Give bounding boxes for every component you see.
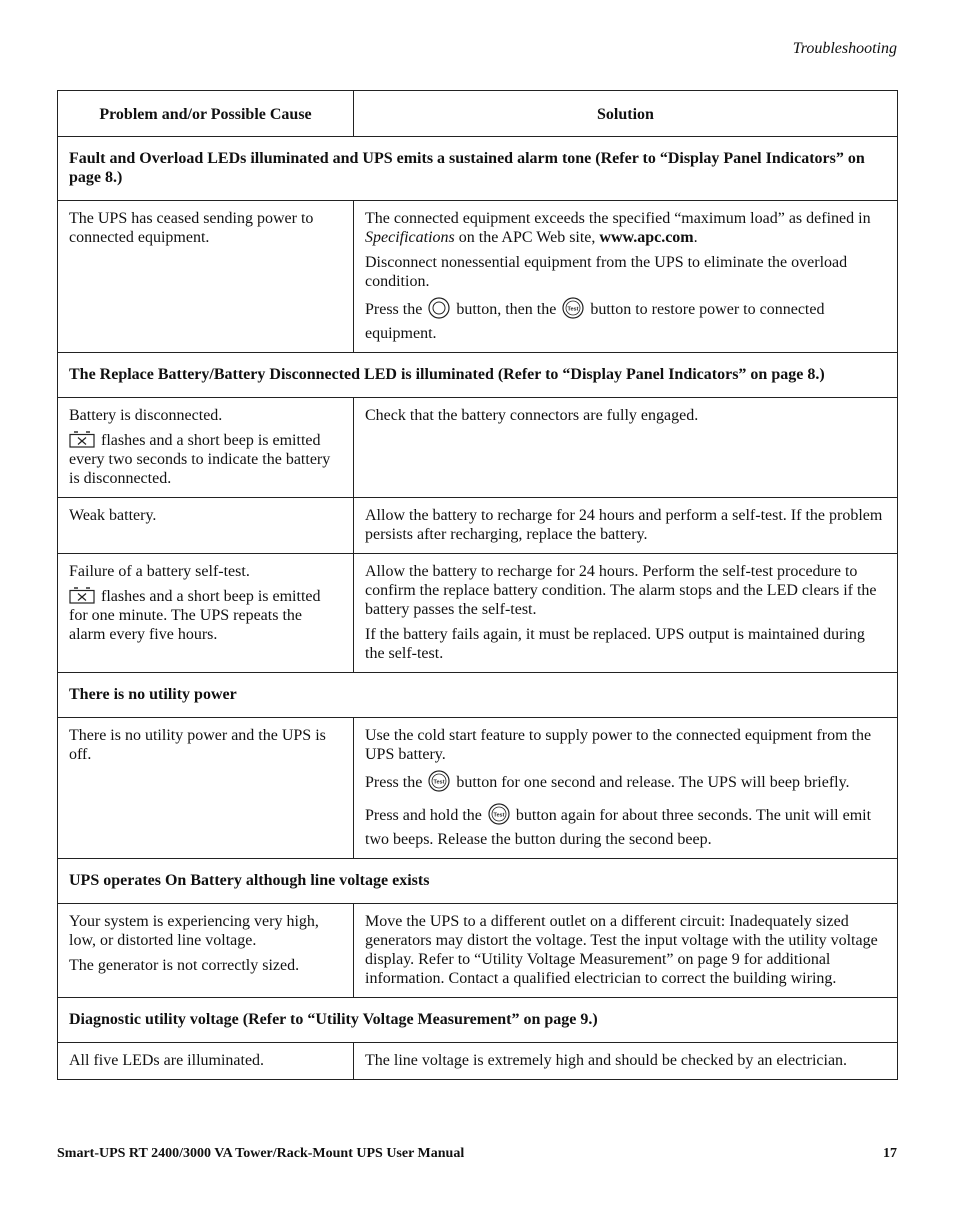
cause-cell (58, 904, 354, 998)
table-row (58, 498, 898, 554)
troubleshooting-table (57, 90, 898, 1080)
solution-text: Press the (365, 774, 427, 791)
section-row-diagnostic-voltage (58, 998, 898, 1043)
page-number: 17 (883, 1146, 897, 1161)
test-button-icon (428, 770, 450, 797)
solution-cell (354, 718, 898, 859)
solution-paragraph (365, 297, 886, 343)
solution-cell: Check that the battery connectors are fully engaged. (354, 398, 898, 498)
cause-paragraph: Battery is disconnected. (69, 407, 223, 424)
solution-paragraph: Disconnect nonessential equipment from the UPS to eliminate the overload condition. (365, 254, 848, 290)
solution-text: on the APC Web site, (454, 229, 600, 246)
cause-cell: All five LEDs are illuminated. (58, 1043, 354, 1080)
cause-cell: Weak battery. (58, 498, 354, 554)
cause-paragraph: The generator is not correctly sized. (69, 957, 300, 974)
page-footer (57, 1146, 897, 1162)
section-title-on-battery: UPS operates On Battery although line voltage exists (58, 859, 898, 904)
running-head: Troubleshooting (792, 40, 897, 57)
section-title-no-utility-power: There is no utility power (58, 673, 898, 718)
table-row (58, 904, 898, 998)
test-button-icon (488, 803, 510, 830)
svg-text:Test: Test (567, 306, 579, 313)
solution-paragraph (365, 209, 886, 247)
cause-paragraph (69, 587, 342, 644)
cause-cell: There is no utility power and the UPS is off. (58, 718, 354, 859)
solution-text: button again for about three seconds. The unit will emit two beeps. Release the button during the second beep. (365, 807, 872, 848)
solution-paragraph (365, 803, 886, 849)
off-button-icon (428, 297, 450, 324)
manual-title: Smart-UPS RT 2400/3000 VA Tower/Rack-Mount UPS User Manual (57, 1146, 465, 1161)
solution-text: The connected equipment exceeds the specified “maximum load” as defined in (365, 210, 871, 227)
replace-battery-icon (69, 431, 95, 448)
svg-text:Test: Test (433, 779, 445, 786)
header-solution: Solution (354, 91, 898, 137)
table-row (58, 718, 898, 859)
solution-text: button, then the (452, 301, 561, 318)
solution-paragraph (365, 770, 886, 797)
section-title-replace-battery: The Replace Battery/Battery Disconnected LED is illuminated (Refer to “Display Panel Indicators” on page 8.) (58, 353, 898, 398)
table-row (58, 398, 898, 498)
section-row-no-utility-power (58, 673, 898, 718)
solution-text: button to restore power to connected equipment. (365, 301, 825, 342)
cause-text: flashes and a short beep is emitted for one minute. The UPS repeats the alarm every five hours. (69, 588, 321, 643)
table-row (58, 554, 898, 673)
cause-paragraph (69, 431, 342, 488)
test-button-icon (562, 297, 584, 324)
solution-text: Press the (365, 301, 427, 318)
svg-text:Test: Test (493, 812, 505, 819)
solution-cell: The line voltage is extremely high and should be checked by an electrician. (354, 1043, 898, 1080)
header-cause: Problem and/or Possible Cause (58, 91, 354, 137)
cause-cell: The UPS has ceased sending power to connected equipment. (58, 201, 354, 353)
section-title-fault-overload: Fault and Overload LEDs illuminated and UPS emits a sustained alarm tone (Refer to “Display Panel Indicators” on page 8.) (58, 137, 898, 201)
solution-cell: Move the UPS to a different outlet on a different circuit: Inadequately sized generators may distort the voltage. Test the input voltage with the utility voltage display. Refer to “Utility Voltage Measurement” on page 9 for additional information. Contact a qualified electrician to correct the building wiring. (354, 904, 898, 998)
solution-cell: Allow the battery to recharge for 24 hours and perform a self-test. If the problem persists after recharging, replace the battery. (354, 498, 898, 554)
replace-battery-icon (69, 587, 95, 604)
solution-paragraph: Allow the battery to recharge for 24 hours. Perform the self-test procedure to confirm the replace battery condition. The alarm stops and the LED clears if the battery passes the self-test. (365, 563, 877, 618)
cause-cell (58, 554, 354, 673)
section-row-on-battery (58, 859, 898, 904)
section-row-fault-overload (58, 137, 898, 201)
cause-paragraph: Your system is experiencing very high, low, or distorted line voltage. (69, 913, 319, 949)
solution-text: button for one second and release. The UPS will beep briefly. (452, 774, 850, 791)
cause-paragraph: Failure of a battery self-test. (69, 563, 250, 580)
solution-paragraph: If the battery fails again, it must be replaced. UPS output is maintained during the self-test. (365, 626, 865, 662)
specifications-emphasis: Specifications (365, 229, 455, 246)
solution-paragraph: Use the cold start feature to supply power to the connected equipment from the UPS battery. (365, 727, 872, 763)
table-row (58, 201, 898, 353)
section-row-replace-battery (58, 353, 898, 398)
solution-cell (354, 554, 898, 673)
section-title-diagnostic-voltage: Diagnostic utility voltage (Refer to “Utility Voltage Measurement” on page 9.) (58, 998, 898, 1043)
table-header-row (58, 91, 898, 137)
solution-cell (354, 201, 898, 353)
table-row (58, 1043, 898, 1080)
solution-text: . (693, 229, 698, 246)
cause-text: flashes and a short beep is emitted every two seconds to indicate the battery is disconnected. (69, 432, 331, 487)
apc-url: www.apc.com (599, 229, 694, 246)
cause-cell (58, 398, 354, 498)
solution-text: Press and hold the (365, 807, 486, 824)
